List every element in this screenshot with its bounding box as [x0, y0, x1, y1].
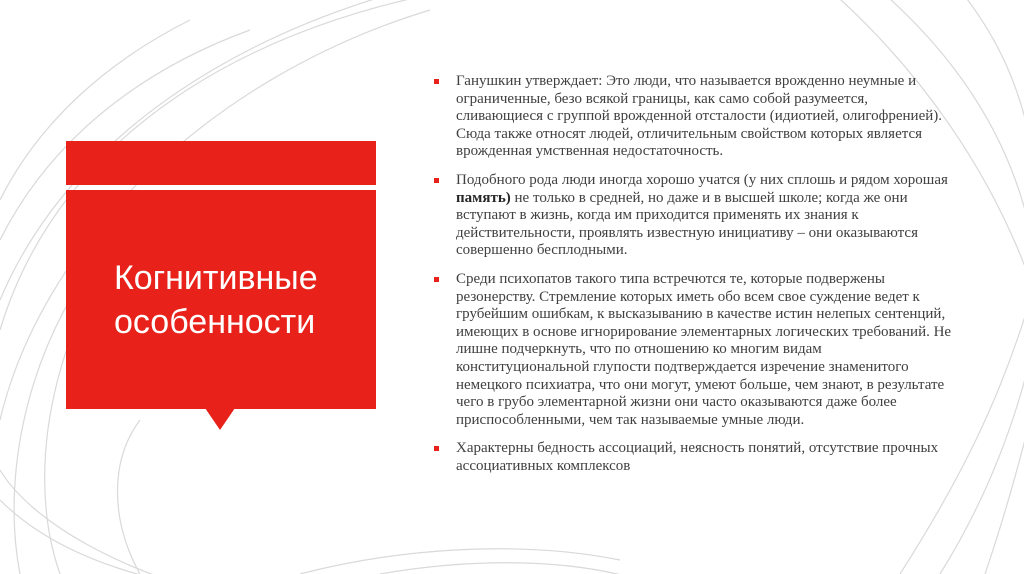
bullet-item — [434, 440, 954, 475]
square-bullet-icon — [434, 178, 439, 183]
square-bullet-icon — [434, 446, 439, 451]
square-bullet-icon — [434, 79, 439, 84]
bullet-text-part: Подобного рода люди иногда хорошо учатся (у них сплошь и рядом хорошая — [456, 171, 948, 188]
title-accent-bar — [66, 141, 376, 185]
bullet-list — [434, 73, 954, 486]
slide-title: Когнитивные особенности — [114, 259, 318, 341]
bullet-item — [434, 73, 954, 161]
square-bullet-icon — [434, 277, 439, 282]
bullet-item — [434, 172, 954, 260]
title-panel-pointer — [205, 408, 235, 430]
bullet-text: Среди психопатов такого типа встречются те, которые подвержены резонерству. Стремление которых иметь обо всем свое суждение ведет к грубейшим ошибкам, к высказыванию в качестве истин нелепых сентенций, имеющих в основе игнорирование элементарных логических требований. Не лишне подчеркнуть, что по отношению ко многим видам конституциональной глупости подтверждается изречение знаменитого немецкого психиатра, что они могут, умеют больше, чем знают, в результате чего в грубо элементарной жизни они часто оказываются даже более приспособленными, чем так называемые умные люди. — [456, 270, 952, 428]
bullet-item — [434, 271, 954, 429]
bullet-text-part: не только в средней, но даже и в высшей школе; когда же они вступают в жизнь, когда им приходится применять их знания к действительности, проявлять известную инициативу – они оказываются совершенно бесплодными. — [456, 189, 918, 259]
bullet-text: Ганушкин утверждает: Это люди, что называется врожденно неумные и ограниченные, безо всякой границы, как само собой разумеется, сливающиеся с группой врожденной отсталости (идиотией, олигофренией). Сюда также относят людей, отличительным свойством которых является врожденная умственная недостаточность. — [456, 73, 943, 160]
bullet-text: Характерны бедность ассоциаций, неясность понятий, отсутствие прочных ассоциативных комплексов — [456, 440, 939, 474]
bullet-text-bold: память) — [456, 189, 511, 206]
